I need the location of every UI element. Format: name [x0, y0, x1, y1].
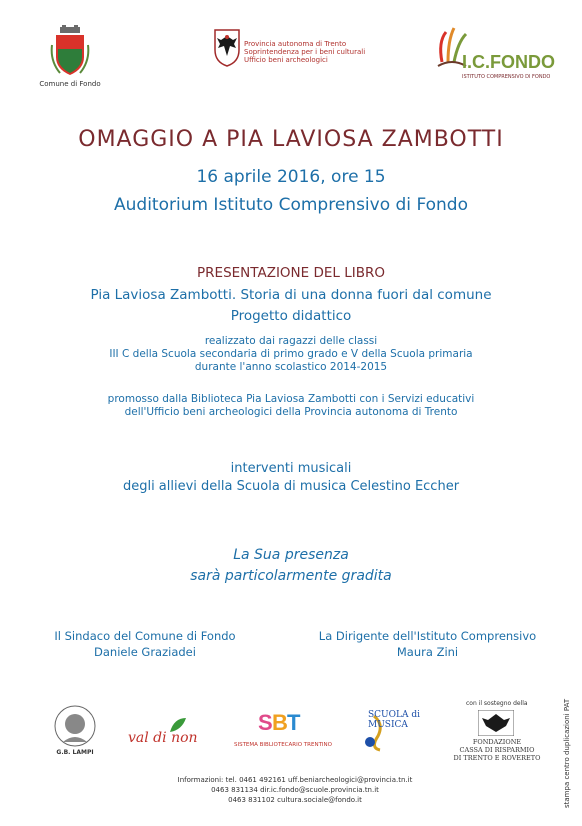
comune-caption: Comune di Fondo [39, 80, 101, 88]
fondazione-line-3: DI TRENTO E ROVERETO [453, 754, 541, 762]
invitation-line-2: sarà particolarmente gradita [190, 568, 392, 584]
promoted-line-1: promosso dalla Biblioteca Pia Laviosa Zambotti con i Servizi educativi [107, 393, 475, 405]
scuola-musica-text: SCUOLA di MUSICA [368, 710, 420, 730]
signature-left-name: Daniele Graziadei [94, 645, 196, 659]
presentation-heading: PRESENTAZIONE DEL LIBRO [197, 265, 385, 281]
info-line-2: 0463 831134 dir.ic.fondo@scuole.provincia.tn.it [211, 786, 379, 794]
val-di-non-text: val di non [128, 730, 198, 746]
scuola-musica-logo [360, 706, 430, 756]
realized-line-2: III C della Scuola secondaria di primo grado e V della Scuola primaria [109, 348, 473, 360]
icfondo-logo [432, 22, 555, 82]
sostegno-label: con il sostegno della [466, 700, 528, 707]
venue-line: Auditorium Istituto Comprensivo di Fondo [114, 195, 468, 215]
sbt-mark [258, 708, 302, 736]
info-block [150, 775, 440, 805]
fondazione-text [452, 738, 542, 762]
page-title: OMAGGIO A PIA LAVIOSA ZAMBOTTI [78, 127, 504, 152]
svg-text:T: T [287, 710, 301, 735]
sbt-caption: SISTEMA BIBLIOTECARIO TRENTINO [233, 742, 333, 748]
lampi-logo [45, 702, 105, 762]
print-note: stampa centro duplicazioni PAT [563, 698, 571, 808]
music-line-2: degli allievi della Scuola di musica Celestino Eccher [122, 479, 460, 494]
provincia-eagle-logo [213, 28, 241, 68]
book-title: Pia Laviosa Zambotti. Storia di una donna fuori dal comune [90, 287, 492, 303]
music-block [0, 460, 582, 496]
invitation-line-1: La Sua presenza [233, 547, 349, 563]
svg-text:B: B [272, 710, 288, 735]
comune-logo [50, 25, 90, 77]
signature-right [300, 628, 555, 660]
icfondo-subtitle: ISTITUTO COMPRENSIVO DI FONDO [462, 74, 551, 80]
realized-line-1: realizzato dai ragazzi delle classi [204, 335, 378, 347]
signature-left [30, 628, 260, 660]
invitation-block [0, 545, 582, 587]
signature-left-role: Il Sindaco del Comune di Fondo [54, 629, 236, 643]
signature-right-role: La Dirigente dell'Istituto Comprensivo [318, 629, 537, 643]
provincia-line-3: Ufficio beni archeologici [244, 56, 328, 64]
date-line: 16 aprile 2016, ore 15 [196, 167, 386, 187]
music-line-1: interventi musicali [230, 461, 352, 476]
signature-right-name: Maura Zini [396, 645, 459, 659]
project-line: Progetto didattico [230, 308, 352, 324]
promoted-line-2: dell'Ufficio beni archeologici della Provincia autonoma di Trento [124, 406, 458, 418]
promoted-by-block [0, 393, 582, 419]
sbt-logo [228, 708, 338, 754]
info-line-1: Informazioni: tel. 0461 492161 uff.beniarcheologici@provincia.tn.it [177, 776, 413, 784]
fondazione-logo [452, 710, 542, 766]
provincia-line-1: Provincia autonoma di Trento [244, 40, 347, 48]
fondazione-line-2: CASSA DI RISPARMIO [459, 746, 535, 754]
provincia-line-2: Soprintendenza per i beni culturali [244, 48, 366, 56]
info-line-3: 0463 831102 cultura.sociale@fondo.it [228, 796, 362, 804]
provincia-text [244, 40, 384, 64]
lampi-caption: G.B. LAMPI [56, 749, 94, 756]
fondazione-line-1: FONDAZIONE [472, 738, 522, 746]
realized-line-3: durante l'anno scolastico 2014-2015 [194, 361, 388, 373]
val-di-non-logo [128, 720, 208, 750]
icfondo-name: I.C.FONDO [462, 52, 555, 72]
realized-by-block [0, 335, 582, 374]
svg-text:S: S [258, 710, 273, 735]
